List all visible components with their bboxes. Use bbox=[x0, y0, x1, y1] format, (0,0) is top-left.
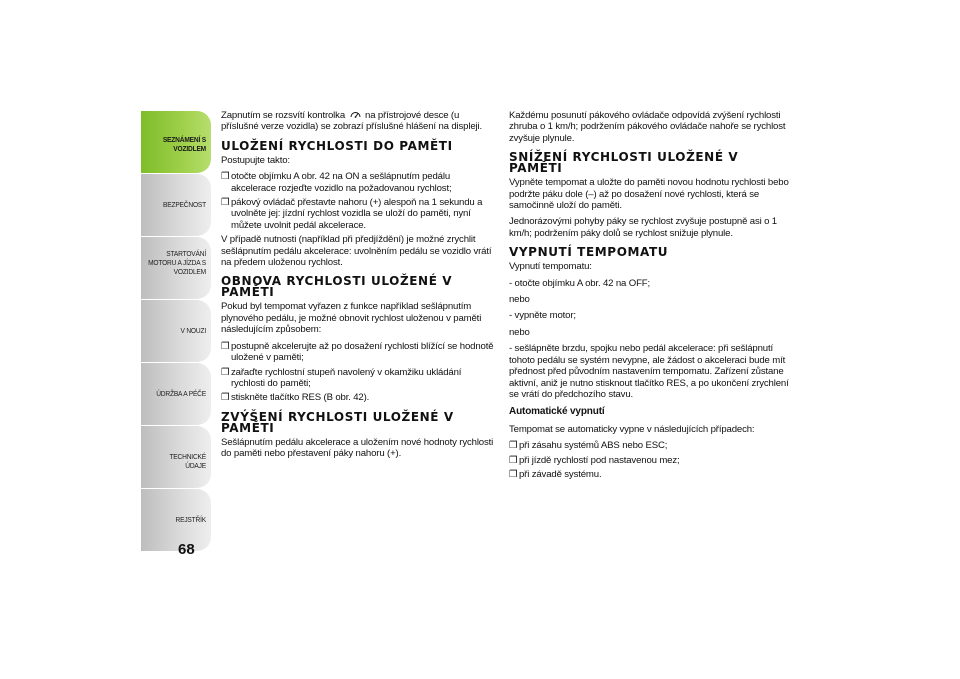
checkbox-bullet-icon: ❒ bbox=[221, 197, 230, 209]
left-column bbox=[221, 110, 496, 465]
section-heading: SNÍŽENÍ RYCHLOSTI ULOŽENÉ V PAMĚTI bbox=[509, 150, 739, 176]
bullet-item bbox=[221, 341, 496, 364]
section-heading: ZVÝŠENÍ RYCHLOSTI ULOŽENÉ V PAMĚTI bbox=[221, 409, 454, 435]
sidebar-item-seznameni[interactable] bbox=[141, 111, 211, 173]
paragraph: - vypněte motor; bbox=[509, 310, 576, 322]
bullet-item bbox=[509, 469, 789, 480]
sidebar-item-label: BEZPEČNOST bbox=[163, 200, 206, 209]
page-number: 68 bbox=[178, 541, 195, 558]
paragraph: Jednorázovými pohyby páky se rychlost zvyšuje postupně asi o 1 km/h; podržením páky dolů se rychlost snižuje plynule. bbox=[509, 216, 777, 239]
paragraph: Vypněte tempomat a uložte do paměti novou hodnotu rychlosti bebo podržte páku dole (–) až po dosažení nové rychlosti, která se samočinně uloží do paměti. bbox=[509, 177, 789, 212]
subsection-heading: Automatické vypnutí bbox=[509, 406, 605, 418]
checkbox-bullet-icon: ❒ bbox=[221, 366, 230, 378]
sidebar-item-startovani[interactable] bbox=[141, 237, 211, 299]
right-column bbox=[509, 110, 789, 483]
checkbox-bullet-icon: ❒ bbox=[221, 392, 230, 404]
sidebar-item-udrzba[interactable] bbox=[141, 363, 211, 425]
intro-text-b: na přístrojové desce (u příslušné verze vozidla) se zobrazí příslušné hlášení na displeji. bbox=[221, 110, 482, 133]
bullet-text: stiskněte tlačítko RES (B obr. 42). bbox=[231, 392, 370, 404]
intro-paragraph bbox=[221, 110, 496, 133]
sidebar-item-rejstrik[interactable] bbox=[141, 489, 211, 551]
checkbox-bullet-icon: ❒ bbox=[509, 454, 518, 466]
speedometer-icon bbox=[350, 110, 361, 119]
bullet-item bbox=[221, 197, 496, 231]
bullet-text: při zásahu systémů ABS nebo ESC; bbox=[519, 440, 668, 452]
paragraph: nebo bbox=[509, 294, 530, 306]
sidebar-item-label: REJSTŘÍK bbox=[175, 515, 206, 524]
checkbox-bullet-icon: ❒ bbox=[509, 440, 518, 452]
sidebar-item-v-nouzi[interactable] bbox=[141, 300, 211, 362]
bullet-item bbox=[221, 367, 496, 390]
bullet-text: zařaďte rychlostní stupeň navolený v okamžiku ukládání rychlosti do paměti; bbox=[231, 366, 462, 389]
paragraph: Sešlápnutím pedálu akcelerace a uložením nové hodnoty rychlosti do paměti nebo přestavení páky nahoru (+). bbox=[221, 436, 494, 460]
paragraph: Vypnutí tempomatu: bbox=[509, 261, 592, 273]
sidebar-item-label: STARTOVÁNÍ MOTORU A JÍZDA S VOZIDLEM bbox=[148, 249, 206, 276]
paragraph: Tempomat se automaticky vypne v následujících případech: bbox=[509, 423, 755, 435]
paragraph: - otočte objímku A obr. 42 na OFF; bbox=[509, 277, 651, 289]
paragraph: - sešlápněte brzdu, spojku nebo pedál akcelerace: při sešlápnutí tohoto pedálu se systém nevypne, ale žádost o akceleraci bude mít přednost před původním nastavením tempomatu. Zařízení zůstane aktivní, aniž je nutno stisknout tlačítko RES, a po ukončení zrychlení se vrátí do předchozího stavu. bbox=[509, 343, 789, 400]
sidebar-item-technicke-udaje[interactable] bbox=[141, 426, 211, 488]
section-heading: OBNOVA RYCHLOSTI ULOŽENÉ V PAMĚTI bbox=[221, 274, 453, 300]
bullet-text: otočte objímku A obr. 42 na ON a sešlápnutím pedálu akcelerace rozjeďte vozidlo na požadovanou rychlost; bbox=[231, 171, 452, 194]
bullet-text: postupně akcelerujte až po dosažení rychlosti blížící se hodnotě uložené v paměti; bbox=[231, 340, 494, 364]
sidebar-item-label: TECHNICKÉ ÚDAJE bbox=[169, 452, 206, 470]
paragraph: Každému posunutí pákového ovládače odpovídá zvýšení rychlosti zhruba o 1 km/h; podržením pákového ovládače nahoře se rychlost zvyšuje plynule. bbox=[509, 110, 786, 144]
checkbox-bullet-icon: ❒ bbox=[509, 468, 518, 480]
section-heading: ULOŽENÍ RYCHLOSTI DO PAMĚTI bbox=[221, 138, 453, 153]
paragraph: Pokud byl tempomat vyřazen z funkce například sešlápnutím plynového pedálu, je možné obnovit rychlost uloženou v paměti následujícím způsobem: bbox=[221, 301, 482, 336]
section-heading: VYPNUTÍ TEMPOMATU bbox=[509, 245, 669, 260]
checkbox-bullet-icon: ❒ bbox=[221, 340, 230, 352]
paragraph: nebo bbox=[509, 326, 530, 338]
sidebar-item-label: V NOUZI bbox=[180, 326, 206, 335]
bullet-item bbox=[221, 392, 496, 403]
bullet-text: pákový ovládač přestavte nahoru (+) alespoň na 1 sekundu a uvolněte jej: jízdní rychlost vozidla se uloží do paměti, nyní můžete uvolnit pedál akcelerace. bbox=[231, 197, 483, 231]
bullet-item bbox=[509, 455, 789, 466]
paragraph: V případě nutnosti (například při předjíždění) je možné zrychlit sešlápnutím pedálu akcelerace: uvolněním pedálu se vozidlo vrátí na předem uloženou rychlost. bbox=[221, 234, 492, 269]
bullet-item bbox=[509, 440, 789, 451]
sidebar-item-bezpecnost[interactable] bbox=[141, 174, 211, 236]
intro-text-a: Zapnutím se rozsvítí kontrolka bbox=[221, 110, 345, 121]
bullet-text: při jízdě rychlostí pod nastavenou mez; bbox=[519, 454, 680, 466]
checkbox-bullet-icon: ❒ bbox=[221, 171, 230, 183]
chapter-sidebar bbox=[141, 111, 211, 552]
bullet-item bbox=[221, 171, 496, 194]
bullet-text: při závadě systému. bbox=[519, 468, 602, 480]
sidebar-item-label: SEZNÁMENÍ S VOZIDLEM bbox=[162, 135, 206, 153]
sidebar-item-label: ÚDRŽBA A PÉČE bbox=[156, 389, 206, 398]
paragraph: Postupujte takto: bbox=[221, 154, 290, 166]
